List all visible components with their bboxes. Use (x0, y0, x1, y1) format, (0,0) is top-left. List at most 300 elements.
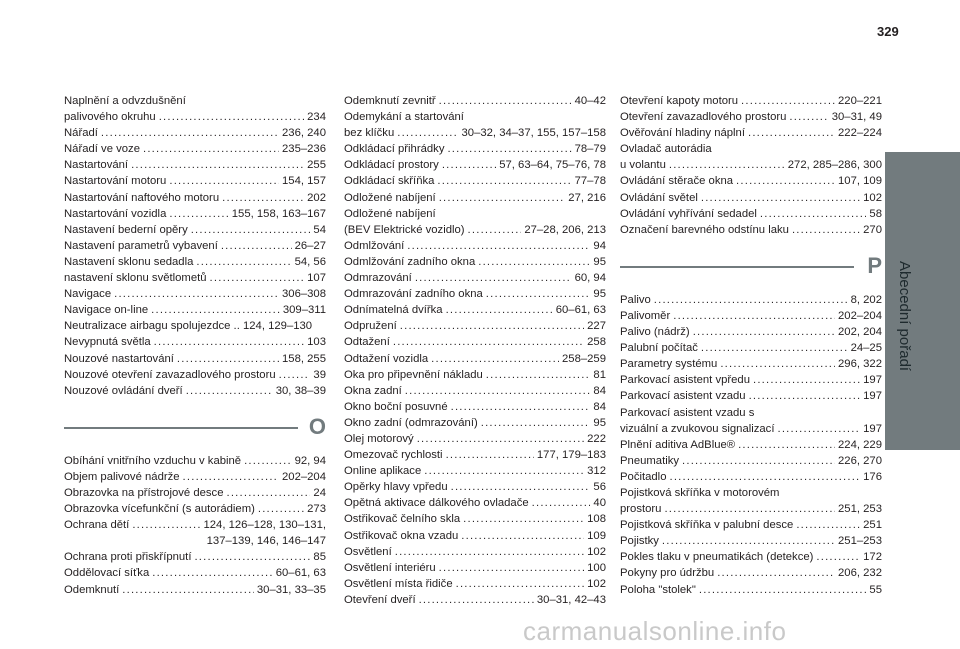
dot-leader (701, 340, 848, 356)
index-entry-line (64, 549, 326, 565)
index-entry-line (64, 93, 326, 109)
dot-leader (792, 222, 860, 238)
index-entry-line (64, 453, 326, 469)
entry-page-refs: 251, 253 (838, 503, 882, 516)
entry-term: Parkovací asistent vpředu (620, 374, 750, 387)
entry-term: vizuální a zvukovou signalizací (620, 422, 775, 435)
entry-page-refs: 197 (863, 390, 882, 403)
index-entry (620, 206, 882, 222)
index-entry (344, 463, 606, 479)
entry-page-refs: 58 (869, 207, 882, 220)
index-entry (64, 383, 326, 399)
dot-leader (407, 238, 590, 254)
index-entry (620, 405, 882, 437)
entry-page-refs: 197 (863, 422, 882, 435)
index-entry (64, 367, 326, 383)
index-entry (344, 576, 606, 592)
dot-leader (177, 351, 279, 367)
entry-term: Nastartování naftového motoru (64, 191, 220, 204)
index-entry-line (620, 308, 882, 324)
entry-page-refs: 108 (587, 513, 606, 526)
index-entry-line (344, 495, 606, 511)
dot-leader (419, 592, 534, 608)
index-entry (64, 157, 326, 173)
entry-term: Ovládání stěrače okna (620, 175, 734, 188)
index-entry-line (344, 576, 606, 592)
index-entry (620, 485, 882, 517)
entry-page-refs: 27–28, 206, 213 (524, 223, 606, 236)
index-entry (620, 222, 882, 238)
entry-term: Nouzové nastartování (64, 352, 174, 365)
index-entry-line (64, 517, 326, 533)
section-letter: O (308, 413, 326, 439)
index-entry (64, 453, 326, 469)
entry-page-refs: 236, 240 (282, 127, 326, 140)
entry-page-refs: 154, 157 (282, 175, 326, 188)
entry-term: Odkládací skříňka (344, 175, 435, 188)
index-entry (64, 190, 326, 206)
index-entry-line (344, 447, 606, 463)
entry-page-refs: 227 (587, 320, 606, 333)
page-number: 329 (877, 24, 899, 39)
index-entry-line (620, 421, 882, 437)
entry-term: Obrazovka vícefunkční (s autorádiem) (64, 503, 255, 516)
index-entry-line (344, 544, 606, 560)
index-entry (64, 334, 326, 350)
entry-term: Osvětlení (344, 545, 392, 558)
dot-leader (221, 238, 292, 254)
index-entry-line (64, 501, 326, 517)
index-entry (620, 437, 882, 453)
index-entry (344, 351, 606, 367)
entry-term: Neutralizace airbagu spolujezdce .. 124, 129–130 (64, 320, 313, 333)
entry-term: Ovládání světel (620, 191, 698, 204)
index-entry-line (344, 206, 606, 222)
entry-term: Ostřikovač okna vzadu (344, 529, 459, 542)
index-entry (620, 356, 882, 372)
entry-term: Palubní počítač (620, 342, 698, 355)
entry-page-refs: 24 (313, 486, 326, 499)
dot-leader (456, 576, 585, 592)
entry-page-refs: 107, 109 (838, 175, 882, 188)
index-entry-line (620, 109, 882, 125)
entry-term: Odložené nabíjení (344, 191, 436, 204)
index-entry-line (64, 222, 326, 238)
index-entry-line (64, 190, 326, 206)
entry-term: Olej motorový (344, 432, 414, 445)
entry-page-refs: 172 (863, 551, 882, 564)
dot-leader (468, 222, 522, 238)
entry-term: Nevypnutá světla (64, 336, 151, 349)
index-entry-line (344, 270, 606, 286)
index-entry-line (64, 109, 326, 125)
dot-leader (397, 125, 458, 141)
index-entry-line (620, 453, 882, 469)
index-entry-line (620, 222, 882, 238)
entry-page-refs: 251 (863, 519, 882, 532)
entry-page-refs: 30–31, 49 (831, 111, 882, 124)
entry-term: Nastavení sklonu sedadla (64, 255, 194, 268)
entry-page-refs: 220–221 (838, 95, 882, 107)
dot-leader (101, 125, 279, 141)
dot-leader (796, 517, 860, 533)
entry-page-refs: 222–224 (838, 127, 882, 140)
index-entry (344, 270, 606, 286)
entry-term: Omezovač rychlosti (344, 449, 443, 462)
index-entry (620, 308, 882, 324)
entry-term: Otevření dveří (344, 593, 416, 606)
index-entry (620, 141, 882, 173)
entry-page-refs: 55 (869, 583, 882, 596)
index-entry (64, 469, 326, 485)
entry-term: Nastavení parametrů vybavení (64, 239, 218, 252)
dot-leader (258, 501, 304, 517)
index-entry (344, 399, 606, 415)
index-entry-line (620, 206, 882, 222)
dot-leader (131, 157, 304, 173)
entry-page-refs: 235–236 (282, 143, 326, 156)
dot-leader (114, 286, 279, 302)
entry-term: Pojistková skříňka v motorovém (620, 486, 780, 499)
index-entry-line (344, 190, 606, 206)
dot-leader (741, 93, 835, 109)
dot-leader (446, 302, 553, 318)
letter-section-header (64, 413, 326, 447)
entry-term: Nastavení bederní opěry (64, 223, 188, 236)
dot-leader (669, 157, 785, 173)
entry-page-refs: 102 (863, 191, 882, 204)
entry-page-refs: 137–139, 146, 146–147 (206, 535, 326, 548)
dot-leader (664, 501, 835, 517)
dot-leader (669, 469, 860, 485)
entry-term: Nouzové otevření zavazadlového prostoru (64, 368, 276, 381)
index-entry (344, 206, 606, 238)
entry-page-refs: 85 (313, 551, 326, 564)
index-entry-line (344, 238, 606, 254)
index-entry-line (64, 367, 326, 383)
entry-term: Ochrana proti přiskřípnutí (64, 551, 192, 564)
index-entry (344, 447, 606, 463)
index-entry (344, 415, 606, 431)
entry-page-refs: 270 (863, 223, 882, 236)
index-entry-line (344, 431, 606, 447)
index-entry-line (344, 415, 606, 431)
entry-page-refs: 124, 126–128, 130–131, (203, 519, 326, 532)
entry-term: Opětná aktivace dálkového ovladače (344, 497, 529, 510)
dot-leader (442, 157, 496, 173)
index-entry (620, 340, 882, 356)
entry-page-refs: 40–42 (574, 95, 606, 107)
index-entry (620, 582, 882, 598)
entry-term: Obíhání vnitřního vzduchu v kabině (64, 454, 242, 467)
dot-leader (439, 560, 584, 576)
index-entry (64, 125, 326, 141)
entry-page-refs: 296, 322 (838, 358, 882, 371)
entry-term: Parkovací asistent vzadu s (620, 406, 755, 419)
entry-page-refs: 26–27 (294, 239, 326, 252)
entry-term: Palivoměr (620, 309, 671, 322)
entry-page-refs: 94 (593, 239, 606, 252)
dot-leader (169, 206, 228, 222)
entry-page-refs: 100 (587, 561, 606, 574)
index-entry (344, 254, 606, 270)
entry-term: Nastartování motoru (64, 175, 167, 188)
index-entry (64, 318, 326, 334)
entry-page-refs: 78–79 (574, 143, 606, 156)
dot-leader (753, 372, 860, 388)
entry-term: Odmrazování (344, 272, 412, 285)
dot-leader (439, 190, 566, 206)
dot-leader (183, 469, 279, 485)
index-entry (64, 93, 326, 125)
index-entry (620, 292, 882, 308)
entry-term: Osvětlení místa řidiče (344, 577, 453, 590)
entry-page-refs: 155, 158, 163–167 (231, 207, 326, 220)
entry-term: Otevření kapoty motoru (620, 95, 739, 107)
entry-term: Odemknutí zevnitř (344, 95, 436, 107)
dot-leader (154, 334, 304, 350)
index-entry-line (64, 141, 326, 157)
entry-page-refs: 39 (313, 368, 326, 381)
dot-leader (486, 286, 591, 302)
entry-page-refs: 102 (587, 545, 606, 558)
index-entry (344, 334, 606, 350)
entry-page-refs: 56 (593, 481, 606, 494)
dot-leader (210, 270, 305, 286)
entry-term: Parametry systému (620, 358, 718, 371)
side-tab-label: Abecední pořadí (896, 261, 913, 372)
dot-leader (789, 109, 828, 125)
index-entry-line (344, 254, 606, 270)
entry-page-refs: 222 (587, 432, 606, 445)
entry-term: Okna zadní (344, 384, 402, 397)
watermark: carmanualsonline.info (523, 616, 787, 646)
index-entry-line (64, 485, 326, 501)
dot-leader (400, 318, 584, 334)
index-entry-line (64, 125, 326, 141)
index-entry (64, 501, 326, 517)
index-entry (344, 109, 606, 141)
dot-leader (424, 463, 584, 479)
dot-leader (532, 495, 591, 511)
index-entry-line (620, 469, 882, 485)
index-entry (620, 109, 882, 125)
index-entry (344, 592, 606, 608)
entry-page-refs: 103 (307, 336, 326, 349)
index-entry-line (620, 501, 882, 517)
dot-leader (439, 93, 572, 109)
index-entry-line (620, 582, 882, 598)
index-column-1 (64, 93, 326, 598)
entry-term: Nastartování (64, 159, 129, 172)
dot-leader (186, 383, 273, 399)
index-entry-line (620, 173, 882, 189)
index-entry-line (620, 157, 882, 173)
dot-leader (405, 383, 591, 399)
index-entry (64, 173, 326, 189)
index-entry (344, 511, 606, 527)
entry-term: Navigace (64, 288, 112, 301)
dot-leader (478, 254, 590, 270)
index-entry (620, 469, 882, 485)
index-entry (344, 93, 606, 109)
index-entry-line (64, 565, 326, 581)
entry-term: Odemykání a startování (344, 111, 464, 124)
dot-leader (682, 453, 835, 469)
entry-page-refs: 258–259 (562, 352, 606, 365)
entry-page-refs: 206, 232 (838, 567, 882, 580)
entry-term: Okno zadní (odmrazování) (344, 416, 478, 429)
entry-term: Pojistky (620, 535, 659, 548)
section-side-tab (885, 152, 960, 450)
index-entry (344, 238, 606, 254)
letter-section-header (620, 252, 882, 286)
entry-page-refs: 176 (863, 470, 882, 483)
index-entry (344, 431, 606, 447)
entry-page-refs: 30–32, 34–37, 155, 157–158 (461, 127, 606, 140)
entry-term: bez klíčku (344, 127, 395, 140)
dot-leader (415, 270, 572, 286)
dot-leader (151, 302, 280, 318)
index-entry-line (344, 173, 606, 189)
dot-leader (451, 399, 591, 415)
index-entry-line (64, 270, 326, 286)
dot-leader (654, 292, 848, 308)
index-entry (64, 302, 326, 318)
entry-term: Okno boční posuvné (344, 400, 448, 413)
entry-page-refs: 92, 94 (294, 454, 326, 467)
index-entry-line (620, 437, 882, 453)
dot-leader (461, 528, 584, 544)
entry-term: Obrazovka na přístrojové desce (64, 486, 224, 499)
dot-leader (159, 109, 304, 125)
entry-term: Naplnění a odvzdušnění (64, 95, 186, 107)
index-entry-line (64, 302, 326, 318)
index-entry-line (620, 141, 882, 157)
index-entry (344, 302, 606, 318)
entry-page-refs: 272, 285–286, 300 (787, 159, 882, 172)
index-entry (344, 495, 606, 511)
entry-term: palivového okruhu (64, 111, 156, 124)
dot-leader (132, 517, 200, 533)
dot-leader (720, 356, 835, 372)
entry-page-refs: 202 (307, 191, 326, 204)
dot-leader (417, 431, 584, 447)
entry-term: Palivo (nádrž) (620, 326, 690, 339)
index-entry-line (64, 383, 326, 399)
index-entry (344, 528, 606, 544)
index-entry (620, 372, 882, 388)
index-entry (620, 549, 882, 565)
entry-page-refs: 158, 255 (282, 352, 326, 365)
index-entry-line (64, 351, 326, 367)
entry-term: Ochrana dětí (64, 519, 130, 532)
dot-leader (760, 206, 867, 222)
index-entry-line (344, 592, 606, 608)
index-entry (64, 582, 326, 598)
dot-leader (431, 351, 559, 367)
index-entry (620, 388, 882, 404)
entry-term: Palivo (620, 293, 651, 306)
dot-leader (463, 511, 584, 527)
index-entry-line (620, 324, 882, 340)
index-entry-line (344, 528, 606, 544)
entry-page-refs: 60–61, 63 (555, 304, 606, 317)
entry-page-refs: 30, 38–39 (275, 384, 326, 397)
index-entry (620, 533, 882, 549)
index-entry (344, 383, 606, 399)
dot-leader (446, 447, 534, 463)
index-entry-line (344, 286, 606, 302)
entry-term: Ovladač autorádia (620, 143, 712, 156)
index-entry (344, 544, 606, 560)
entry-term: Navigace on-line (64, 304, 149, 317)
index-entry-line (344, 302, 606, 318)
section-divider (64, 427, 298, 429)
section-letter: P (867, 252, 882, 278)
index-entry-line (344, 109, 606, 125)
entry-term: Pneumatiky (620, 454, 680, 467)
index-entry-line (344, 463, 606, 479)
index-entry (620, 453, 882, 469)
index-entry-line (620, 340, 882, 356)
entry-page-refs: 312 (587, 465, 606, 478)
entry-page-refs: 255 (307, 159, 326, 172)
entry-term: Odmlžování zadního okna (344, 255, 476, 268)
entry-term: u volantu (620, 159, 666, 172)
entry-term: Odemknutí (64, 583, 120, 596)
index-entry-line (64, 286, 326, 302)
index-entry (620, 93, 882, 109)
entry-term: Nářadí (64, 127, 98, 140)
entry-term: Pojistková skříňka v palubní desce (620, 519, 794, 532)
index-entry-line (620, 388, 882, 404)
index-entry-line (620, 372, 882, 388)
entry-page-refs: 258 (587, 336, 606, 349)
entry-page-refs: 251–253 (838, 535, 882, 548)
dot-leader (143, 141, 279, 157)
index-entry (64, 549, 326, 565)
entry-page-refs: 84 (593, 400, 606, 413)
index-entry-line (620, 356, 882, 372)
index-entry-line (344, 125, 606, 141)
entry-page-refs: 197 (863, 374, 882, 387)
entry-term: Odtažení (344, 336, 390, 349)
index-entry (64, 238, 326, 254)
entry-page-refs: 95 (593, 416, 606, 429)
index-entry-line (620, 125, 882, 141)
entry-term: Odpružení (344, 320, 397, 333)
index-entry (344, 157, 606, 173)
entry-page-refs: 202–204 (282, 470, 326, 483)
index-entry-line (344, 511, 606, 527)
entry-term: (BEV Elektrické vozidlo) (344, 223, 465, 236)
index-entry-line (64, 157, 326, 173)
index-entry-line (344, 560, 606, 576)
entry-term: Odmrazování zadního okna (344, 288, 483, 301)
index-entry-line (620, 190, 882, 206)
index-entry-line (344, 334, 606, 350)
index-entry (64, 270, 326, 286)
index-entry (344, 479, 606, 495)
entry-term: Oddělovací síťka (64, 567, 150, 580)
dot-leader (447, 141, 571, 157)
dot-leader (169, 173, 279, 189)
entry-page-refs: 40 (593, 497, 606, 510)
entry-page-refs: 107 (307, 272, 326, 285)
index-entry (64, 254, 326, 270)
entry-page-refs: 109 (587, 529, 606, 542)
